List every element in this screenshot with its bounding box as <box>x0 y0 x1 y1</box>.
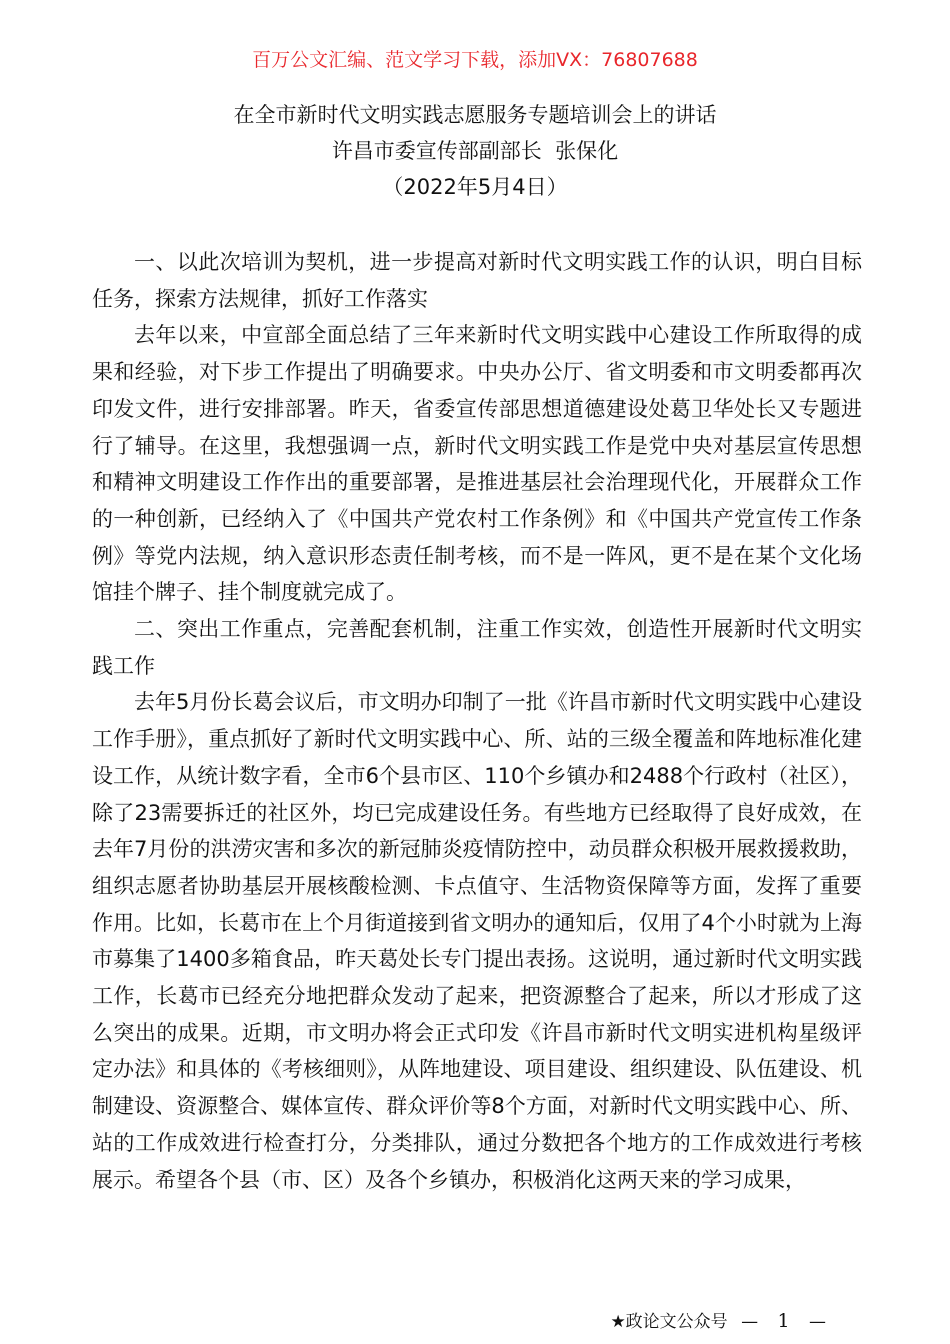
document-title: 在全市新时代文明实践志愿服务专题培训会上的讲话 <box>233 103 717 127</box>
section-1-heading: 一、以此次培训为契机，进一步提高对新时代文明实践工作的认识，明白目标任务，探索方法规律，抓好工作落实 <box>92 250 862 311</box>
speaker-line: 许昌市委宣传部副部长 张保化 <box>331 139 619 163</box>
promo-banner: 百万公文汇编、范文学习下载，添加VX：76807688 <box>252 49 698 71</box>
section-2-heading: 二、突出工作重点，完善配套机制，注重工作实效，创造性开展新时代文明实践工作 <box>92 617 862 678</box>
speech-date: （2022年5月4日） <box>382 175 568 199</box>
page-footer <box>610 1309 834 1334</box>
section-1-paragraph: 去年以来，中宣部全面总结了三年来新时代文明实践中心建设工作所取得的成果和经验，对下步工作提出了明确要求。中央办公厅、省文明委和市文明委都再次印发文件，进行安排部署。昨天，省委宣传部思想道德建设处葛卫华处长又专题进行了辅导。在这里，我想强调一点，新时代文明实践工作是党中央对基层宣传思想和精神文明建设工作作出的重要部署，是推进基层社会治理现代化，开展群众工作的一种创新，已经纳入了《中国共产党农村工作条例》和《中国共产党宣传工作条例》等党内法规，纳入意识形态责任制考核，而不是一阵风，更不是在某个文化场馆挂个牌子、挂个制度就完成了。 <box>92 323 862 605</box>
footer-dash-left: — <box>741 1312 759 1332</box>
document-body <box>92 244 862 1198</box>
page-number: 1 <box>777 1310 790 1332</box>
footer-dash-right: — <box>809 1312 826 1332</box>
section-2-paragraph: 去年5月份长葛会议后，市文明办印制了一批《许昌市新时代文明实践中心建设工作手册》，重点抓好了新时代文明实践中心、所、站的三级全覆盖和阵地标准化建设工作，从统计数字看，全市6个县市区、110个乡镇办和2488个行政村（社区），除了23需要拆迁的社区外，均已完成建设任务。有些地方已经取得了良好成效，在去年7月份的洪涝灾害和多次的新冠肺炎疫情防控中，动员群众积极开展救援救助，组织志愿者协助基层开展核酸检测、卡点值守、生活物资保障等方面，发挥了重要作用。比如，长葛市在上个月街道接到省文明办的通知后，仅用了4个小时就为上海市募集了1400多箱食品，昨天葛处长专门提出表扬。这说明，通过新时代文明实践工作，长葛市已经充分地把群众发动了起来，把资源整合了起来，所以才形成了这么突出的成果。近期，市文明办将会正式印发《许昌市新时代文明实进机构星级评定办法》和具体的《考核细则》，从阵地建设、项目建设、组织建设、队伍建设、机制建设、资源整合、媒体宣传、群众评价等8个方面，对新时代文明实践中心、所、站的工作成效进行检查打分，分类排队，通过分数把各个地方的工作成效进行考核展示。希望各个县（市、区）及各个乡镇办，积极消化这两天来的学习成果， <box>92 690 862 1192</box>
footer-source: ★政论文公众号 <box>610 1312 728 1332</box>
